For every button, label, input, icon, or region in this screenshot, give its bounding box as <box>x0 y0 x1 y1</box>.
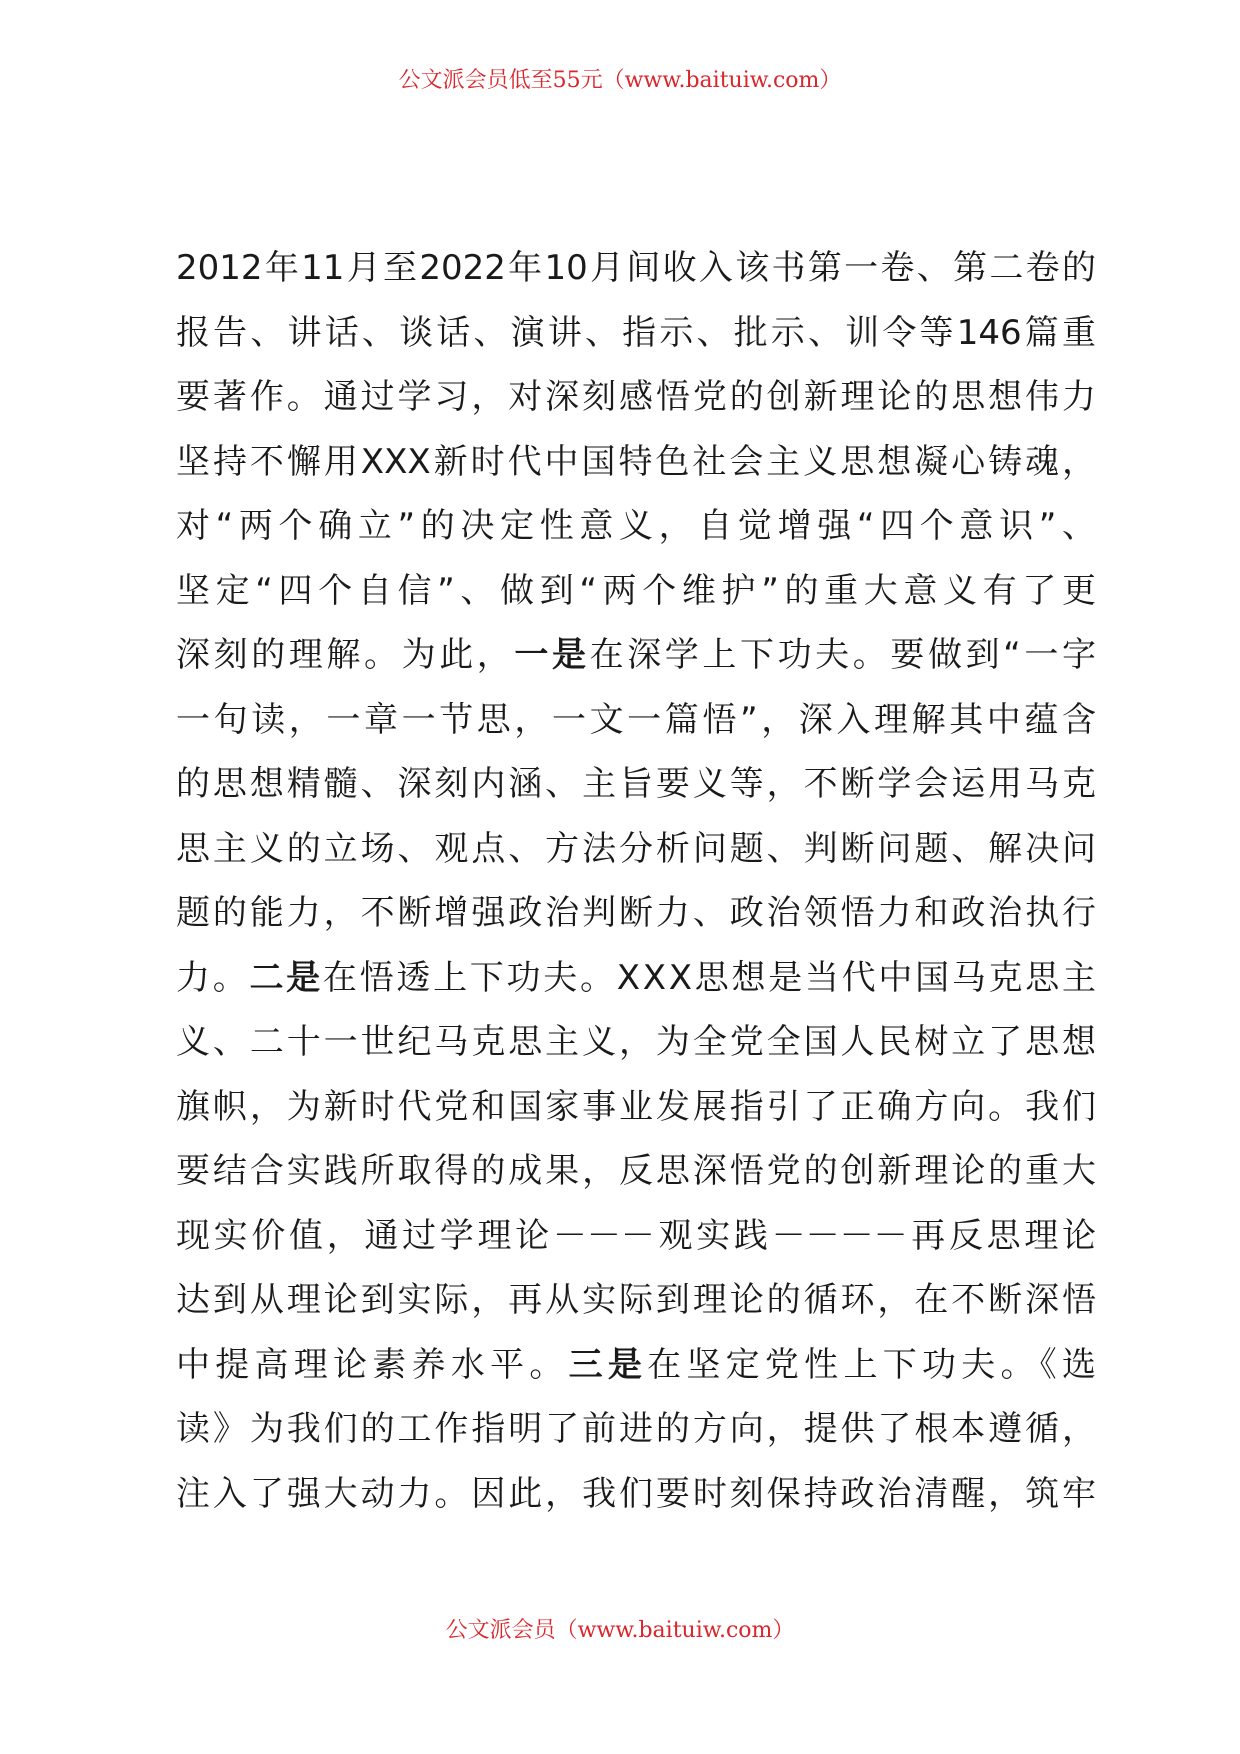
text-line-3: 要著作。通过学习，对深刻感悟党的创新理论的思想伟力 <box>176 377 1096 417</box>
text-line-1: 2012年11月至2022年10月间收入该书第一卷、第二卷的 <box>176 248 1096 288</box>
text-line-15: 要结合实践所取得的成果，反思深悟党的创新理论的重大 <box>176 1151 1096 1191</box>
text-line-20: 注入了强大动力。因此，我们要时刻保持政治清醒，筑牢 <box>176 1473 1096 1514</box>
text-line-9: 的思想精髓、深刻内涵、主旨要义等，不断学会运用马克 <box>176 764 1096 804</box>
text-line-2: 报告、讲话、谈话、演讲、指示、批示、训令等146篇重 <box>176 312 1096 353</box>
text-segment: 深刻的理解。为此， <box>176 635 515 675</box>
text-line-14: 旗帜，为新时代党和国家事业发展指引了正确方向。我们 <box>176 1086 1096 1127</box>
text-line-5: 对“两个确立”的决定性意义，自觉增强“四个意识”、 <box>176 506 1096 546</box>
text-line-8: 一句读，一章一节思，一文一篇悟”，深入理解其中蕴含 <box>176 699 1096 740</box>
emphasis-third: 三是 <box>568 1344 648 1385</box>
text-segment: 中提高理论素养水平。 <box>176 1344 569 1385</box>
text-line-12 <box>176 946 1099 1011</box>
text-line-17: 达到从理论到实际，再从实际到理论的循环，在不断深悟 <box>176 1280 1096 1320</box>
text-line-16: 现实价值，通过学理论－－－观实践－－－－再反思理论 <box>176 1215 1096 1256</box>
text-line-19: 读》为我们的工作指明了前进的方向，提供了根本遵循， <box>176 1409 1096 1449</box>
text-segment: 在悟透上下功夫。XXX思想是当代中国马克思主 <box>322 957 1099 998</box>
footer-banner: 公文派会员（www.baituiw.com） <box>445 1618 795 1643</box>
body-paragraph <box>176 236 1102 1526</box>
text-line-18 <box>176 1333 1102 1398</box>
emphasis-second: 二是 <box>249 957 323 998</box>
text-line-13: 义、二十一世纪马克思主义，为全党全国人民树立了思想 <box>176 1022 1096 1062</box>
emphasis-first: 一是 <box>514 635 590 675</box>
text-line-11: 题的能力，不断增强政治判断力、政治领悟力和政治执行 <box>176 893 1096 933</box>
header-banner: 公文派会员低至55元（www.baituiw.com） <box>398 68 842 93</box>
text-line-4: 坚持不懈用XXX新时代中国特色社会主义思想凝心铸魂， <box>176 441 1096 482</box>
text-segment: 力。 <box>176 957 250 998</box>
text-line-6: 坚定“四个自信”、做到“两个维护”的重大意义有了更 <box>176 570 1096 611</box>
text-line-7 <box>176 623 1100 688</box>
text-segment: 在坚定党性上下功夫。《选 <box>647 1344 1102 1385</box>
text-line-10: 思主义的立场、观点、方法分析问题、判断问题、解决问 <box>176 828 1096 869</box>
text-segment: 在深学上下功夫。要做到“一字 <box>589 635 1100 675</box>
